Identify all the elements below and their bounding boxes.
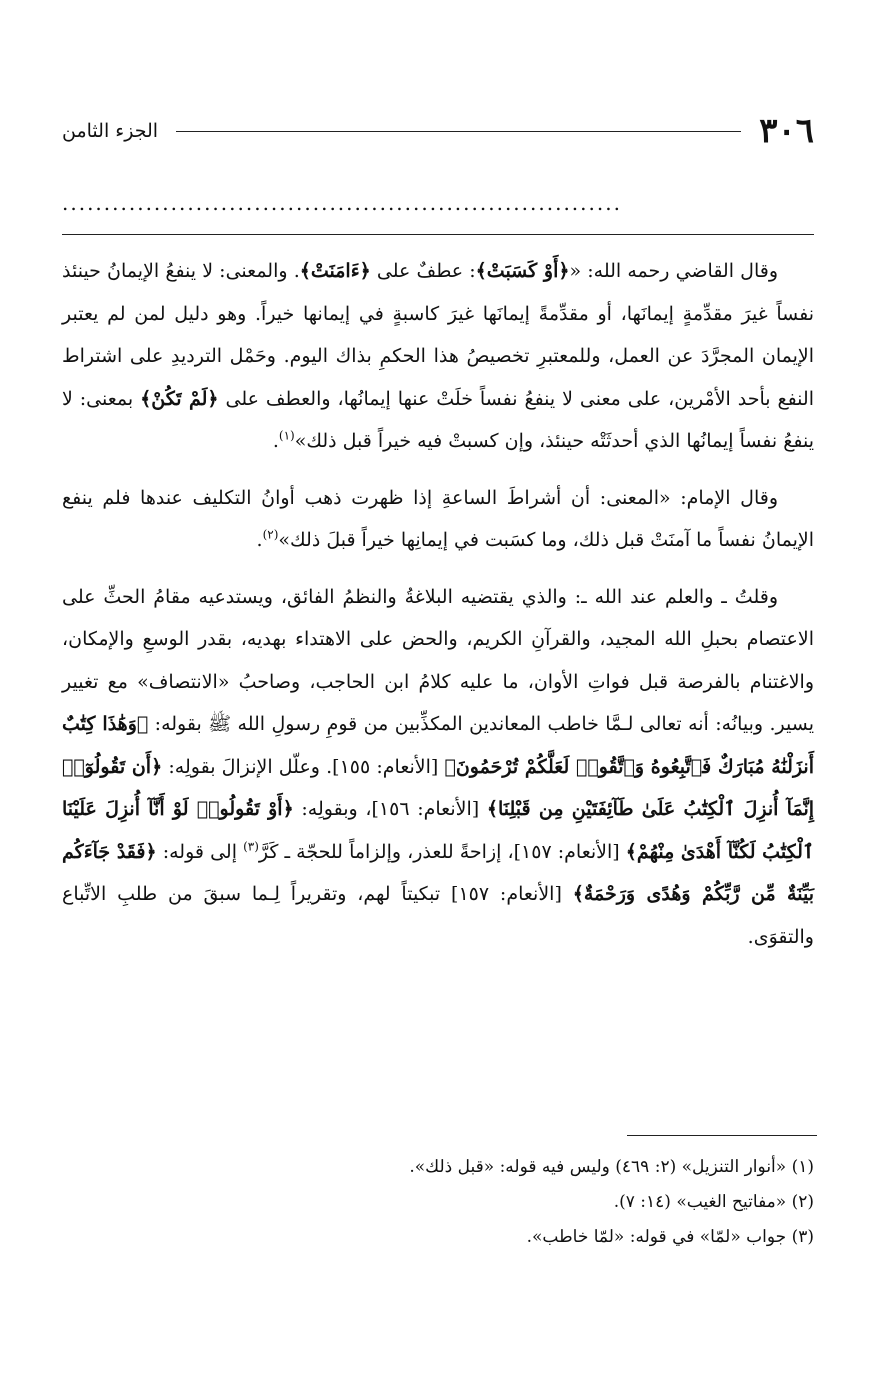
footnote-rule [627, 1135, 817, 1136]
paragraph-1 [62, 250, 814, 463]
quran-quote: ﴿ءَامَنَتْ﴾ [299, 260, 371, 282]
header-rule [176, 131, 741, 132]
text-run: وقلتُ ـ والعلم عند الله ـ: والذي يقتضيه البلاغةُ والنظمُ الفائق، ويستدعيه مقامُ الحثِّ على الاعتصام بحبلِ الله المجيد، والقرآنِ الكريم، والحض على الاهتداء بهديه، بقدر الوسعِ والإمكان، والاغتنام بالفرصة قبل فواتِ الأوان، ما عليه كلامُ ابن الحاجب، وصاحبُ «الانتصاف» مع تغيير يسير. وبيانُه: أنه تعالى لـمَّا خاطب المعاندين المكذِّبين من قومِ رسولِ الله ﷺ بقوله: [62, 585, 814, 735]
quran-quote: ﴿أَوْ كَسَبَتْ﴾ [475, 260, 570, 282]
footnote-marker: (٢) [262, 527, 279, 542]
part-title: الجزء الثامن [62, 120, 159, 142]
footnote-1: (١) «أنوار التنزيل» (٢: ٤٦٩) وليس فيه قوله: «قبل ذلك». [409, 1157, 814, 1177]
footnote-3: (٣) جواب «لمّا» في قوله: «لمّا خاطب». [526, 1227, 814, 1247]
footnotes [62, 1150, 814, 1255]
footnote-marker: (١) [278, 428, 295, 443]
top-rule [62, 234, 814, 235]
text-run: وقال القاضي رحمه الله: « [569, 260, 778, 282]
text-run: إلى قوله: [156, 840, 244, 863]
paragraph-3 [62, 576, 814, 959]
text-run: . والمعنى: لا ينفعُ الإيمانُ حينئذ نفساً غيرَ مقدِّمةٍ إيمانَها، أو مقدِّمةً إيمانَها غيرَ كاسبةٍ في إيمانها خيراً. وهو دليل لمن لم يعتبر الإيمان المجرَّدَ عن العمل، وللمعتبرِ تخصيصُ هذا الحكمِ بذاك اليوم. وحَمْل الترديدِ على اشتراط النفع بأحد الأمْرين، على معنى لا ينفعُ نفساً خلَتْ عنها إيمانُها، والعطف على [62, 260, 814, 410]
footnote-marker: (٣) [243, 839, 259, 854]
text-run: وقال الإمام: «المعنى: أن أشراطَ الساعةِ إذا ظهرت ذهب أوانُ التكليف عندها فلم ينفع الإيمانُ نفساً ما آمنَتْ قبل ذلك، وما كسَبت في إيمانِها خيراً قبلَ ذلك» [62, 486, 814, 551]
text-run: [الأنعام: ١٥٧]، إزاحةً للعذر، وإلزاماً للحجّة ـ كَرَّ [258, 840, 626, 863]
quran-quote: ﴿وَهَٰذَا كِتَٰبٌ أَنزَلْنَٰهُ مُبَارَكٌ فَٱتَّبِعُوهُ وَٱتَّقُوا۟ لَعَلَّكُمْ تُرْحَمُونَ﴾ [62, 713, 814, 778]
page-header [62, 106, 814, 156]
text-run: [الأنعام: ١٥٦]، وبقولِه: [293, 798, 487, 820]
text-run: [الأنعام: ١٥٧] تبكيتاً لهم، وتقريراً لِـما سبقَ من طلبِ الاتِّباع والتقوَى. [62, 883, 814, 948]
quran-quote: ﴿أَن تَقُولُوٓا۟ إِنَّمَآ أُنزِلَ ٱلْكِتَٰبُ عَلَىٰ طَآئِفَتَيْنِ مِن قَبْلِنَا﴾ [62, 755, 815, 820]
text-run: . [256, 529, 263, 551]
quran-quote: ﴿أَوْ تَقُولُوا۟ لَوْ أَنَّآ أُنزِلَ عَلَيْنَا ٱلْكِتَٰبُ لَكُنَّآ أَهْدَىٰ مِنْهُمْ﴾ [62, 798, 814, 863]
separator-dots: ................................................................... [62, 191, 622, 215]
text-run: : عطفٌ على [370, 260, 476, 282]
page-number: ٣٠٦ [759, 111, 814, 151]
text-run: . [272, 430, 279, 452]
text-run: [الأنعام: ١٥٥]. وعلّل الإنزالَ بقولِه: [162, 755, 445, 778]
paragraph-2 [62, 477, 814, 562]
main-text [62, 250, 814, 972]
quran-quote: ﴿لَمْ تَكُنْ﴾ [140, 387, 219, 410]
quran-quote: ﴿فَقَدْ جَآءَكُم بَيِّنَةٌ مِّن رَّبِّكُمْ وَهُدًى وَرَحْمَةٌ﴾ [62, 840, 814, 905]
footnote-2: (٢) «مفاتيح الغيب» (١٤: ٧). [613, 1192, 814, 1212]
text-run: بمعنى: لا ينفعُ نفساً إيمانُها الذي أحدثَتْه حينئذ، وإن كسبتْ فيه خيراً قبل ذلك» [62, 387, 814, 452]
